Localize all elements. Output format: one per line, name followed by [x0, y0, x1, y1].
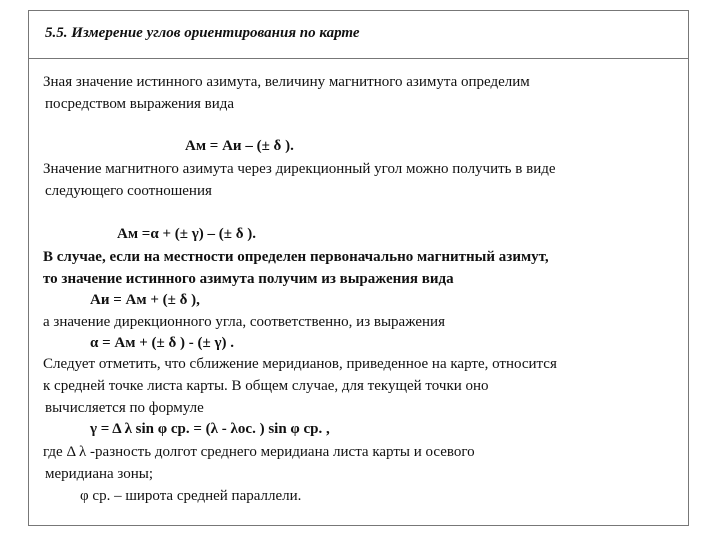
text-line-8: то значение истинного азимута получим из выражения вида [43, 271, 454, 287]
formula-ai: Аи = Ам + (± δ ), [90, 292, 200, 308]
text-line-10: а значение дирекционного угла, соответственно, из выражения [43, 314, 445, 330]
text-line-12: Следует отметить, что сближение меридианов, приведенное на карте, относится [43, 356, 557, 372]
text-line-7: В случае, если на местности определен первоначально магнитный азимут, [43, 249, 549, 265]
text-line-5: следующего соотношения [45, 183, 212, 199]
formula-am: Ам = Аи – (± δ ). [185, 138, 294, 154]
text-line-16: где Δ λ -разность долгот среднего меридиана листа карты и осевого [43, 444, 475, 460]
text-line-17: меридиана зоны; [45, 466, 154, 482]
formula-am-alpha: Ам =α + (± γ) – (± δ ). [117, 226, 257, 242]
text-line-13: к средней точке листа карты. В общем случае, для текущей точки оно [43, 378, 489, 394]
formula-gamma: γ = Δ λ sin φ ср. = (λ - λос. ) sin φ ср. , [90, 421, 330, 437]
text-line-18: φ ср. – широта средней параллели. [80, 488, 302, 504]
text-line-1: Зная значение истинного азимута, величину магнитного азимута определим [43, 74, 530, 90]
text-line-2: посредством выражения вида [45, 96, 235, 112]
page-title: 5.5. Измерение углов ориентирования по карте [45, 25, 360, 41]
text-line-14: вычисляется по формуле [45, 400, 204, 416]
text-line-4: Значение магнитного азимута через дирекционный угол можно получить в виде [43, 161, 556, 177]
formula-alpha: α = Ам + (± δ ) - (± γ) . [90, 335, 235, 351]
